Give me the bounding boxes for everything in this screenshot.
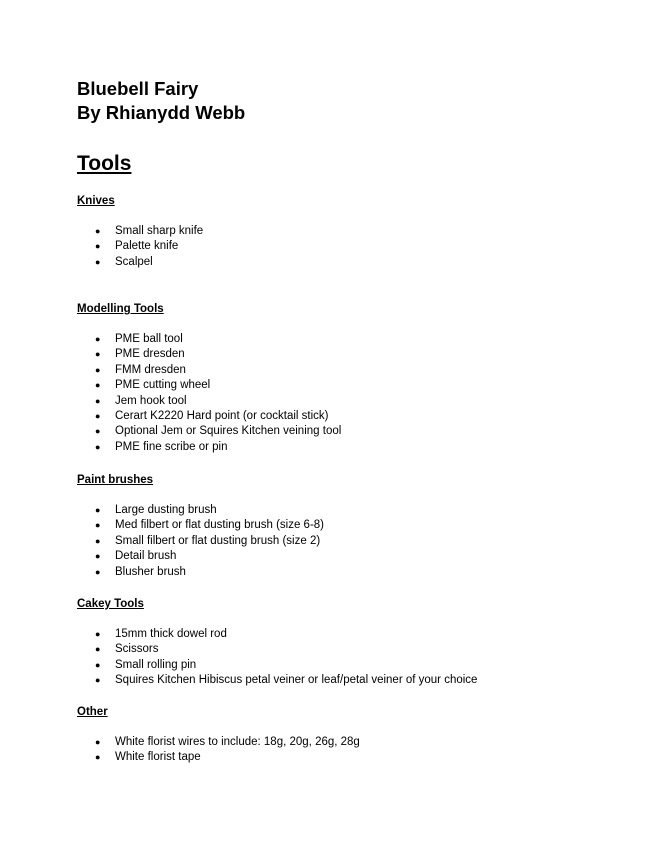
- bullet-icon: ●: [95, 535, 101, 546]
- bullet-icon: ●: [95, 644, 101, 655]
- item-list: [95, 332, 341, 455]
- list-item: ● PME fine scribe or pin: [95, 440, 341, 455]
- bullet-icon: ●: [95, 551, 101, 562]
- bullet-icon: ●: [95, 256, 101, 267]
- bullet-icon: ●: [95, 395, 101, 406]
- list-item: ● Scissors: [95, 642, 477, 657]
- bullet-icon: ●: [95, 241, 101, 252]
- bullet-icon: ●: [95, 737, 101, 747]
- list-item: ● White florist wires to include: 18g, 20g, 26g, 28g: [95, 735, 360, 750]
- list-item: ● Squires Kitchen Hibiscus petal veiner or leaf/petal veiner of your choice: [95, 673, 477, 688]
- bullet-icon: ●: [95, 659, 101, 670]
- bullet-icon: ●: [95, 566, 101, 577]
- section-paint-brushes: [77, 473, 325, 578]
- bullet-icon: ●: [95, 226, 101, 236]
- list-item: ● PME dresden: [95, 347, 341, 362]
- section-cakey-tools: [77, 597, 478, 687]
- section-heading: Knives: [77, 195, 115, 207]
- list-item: ● Optional Jem or Squires Kitchen veining tool: [95, 424, 341, 439]
- item-list: [95, 503, 324, 580]
- section-other: [77, 705, 360, 764]
- list-item: ● Small filbert or flat dusting brush (size 2): [95, 534, 324, 549]
- list-item: ● Small sharp knife: [95, 224, 203, 239]
- bullet-icon: ●: [95, 505, 101, 515]
- section-modelling-tools: [77, 302, 342, 453]
- document-author: By Rhianydd Webb: [77, 102, 246, 123]
- list-item: ● White florist tape: [95, 750, 360, 765]
- item-list: [95, 224, 203, 270]
- title-block: [77, 77, 245, 125]
- document-title: Bluebell Fairy: [77, 78, 199, 99]
- list-item: ● Large dusting brush: [95, 503, 324, 518]
- bullet-icon: ●: [95, 380, 101, 391]
- bullet-icon: ●: [95, 441, 101, 452]
- bullet-icon: ●: [95, 629, 101, 639]
- section-heading: Cakey Tools: [77, 598, 144, 610]
- list-item: ● Scalpel: [95, 255, 203, 270]
- bullet-icon: ●: [95, 364, 101, 375]
- bullet-icon: ●: [95, 349, 101, 360]
- section-heading: Paint brushes: [77, 474, 154, 486]
- bullet-icon: ●: [95, 752, 101, 763]
- list-item: ● Jem hook tool: [95, 394, 341, 409]
- list-item: ● PME cutting wheel: [95, 378, 341, 393]
- bullet-icon: ●: [95, 520, 101, 531]
- section-knives: [77, 194, 204, 268]
- list-item: ● Med filbert or flat dusting brush (size 6-8): [95, 518, 324, 533]
- list-item: ● Blusher brush: [95, 565, 324, 580]
- bullet-icon: ●: [95, 675, 101, 686]
- section-heading: Modelling Tools: [77, 303, 164, 315]
- tools-heading: Tools: [77, 152, 132, 175]
- bullet-icon: ●: [95, 426, 101, 437]
- list-item: ● FMM dresden: [95, 363, 341, 378]
- bullet-icon: ●: [95, 411, 101, 422]
- list-item: ● PME ball tool: [95, 332, 341, 347]
- list-item: ● Small rolling pin: [95, 658, 477, 673]
- bullet-icon: ●: [95, 334, 101, 344]
- list-item: ● Palette knife: [95, 239, 203, 254]
- list-item: ● Cerart K2220 Hard point (or cocktail stick): [95, 409, 341, 424]
- item-list: [95, 735, 360, 766]
- list-item: ● Detail brush: [95, 549, 324, 564]
- item-list: [95, 627, 477, 689]
- list-item: ● 15mm thick dowel rod: [95, 627, 477, 642]
- section-heading: Other: [77, 706, 108, 718]
